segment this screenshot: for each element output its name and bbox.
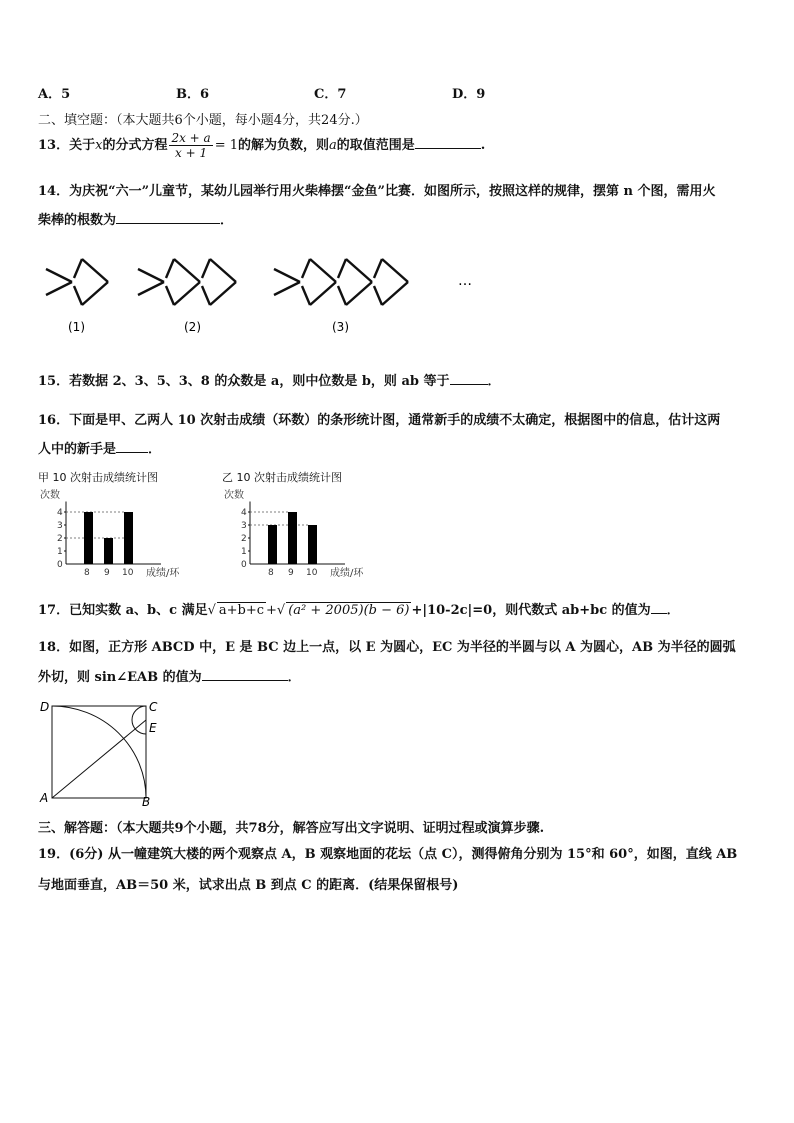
y-tick-label: 0 bbox=[241, 560, 247, 570]
q13-frac-den: x + 1 bbox=[175, 146, 208, 160]
question-14-line2 bbox=[38, 209, 233, 228]
q13-prefix: 13．关于 bbox=[38, 138, 96, 153]
x-axis-label: 成绩/环 bbox=[146, 568, 180, 579]
q13-answer-blank[interactable] bbox=[415, 136, 481, 149]
bar-8 bbox=[268, 525, 277, 564]
q18-answer-blank[interactable] bbox=[202, 668, 288, 681]
label-e: E bbox=[149, 721, 157, 735]
q15-answer-blank[interactable] bbox=[450, 372, 488, 385]
q17-prefix: 17．已知实数 a、b、c 满足 bbox=[38, 603, 208, 618]
q13-var-a: a bbox=[329, 138, 337, 153]
question-14-line1: 14．为庆祝“六一”儿童节，某幼儿园举行用火柴棒摆“金鱼”比赛．如图所示，按照这样的规律，摆第 n 个图，需用火 bbox=[38, 184, 716, 199]
x-tick-label: 10 bbox=[122, 568, 134, 578]
q15-end: ． bbox=[487, 374, 501, 389]
y-axis-label: 次数 bbox=[40, 490, 60, 501]
q13-end: . bbox=[480, 138, 486, 153]
y-tick-label: 4 bbox=[241, 508, 247, 518]
bar-9 bbox=[104, 538, 113, 564]
question-18-line1: 18．如图，正方形 ABCD 中，E 是 BC 边上一点，以 E 为圆心，EC 为半径的半圆与以 A 为圆心，AB 为半径的圆弧 bbox=[38, 640, 736, 655]
q14-line2-end: ． bbox=[220, 213, 234, 228]
q13-var-x: x bbox=[95, 138, 103, 153]
y-tick-label: 2 bbox=[57, 534, 63, 544]
q16-line2-prefix: 人中的新手是 bbox=[38, 442, 117, 457]
fish-figure-2 bbox=[138, 259, 236, 305]
label-c: C bbox=[149, 700, 158, 714]
q13-eq: = 1 bbox=[214, 138, 238, 153]
label-b: B bbox=[142, 795, 151, 808]
y-tick-label: 1 bbox=[57, 547, 63, 557]
fig-ellipsis: … bbox=[458, 273, 472, 289]
question-19-line1: 19．(6分) 从一幢建筑大楼的两个观察点 A，B 观察地面的花坛（点 C），测得俯角分别为 15°和 60°，如图，直线 AB bbox=[38, 847, 738, 862]
y-tick-label: 3 bbox=[57, 521, 63, 531]
option-b: B．6 bbox=[176, 87, 210, 102]
q16-line2-end: ． bbox=[148, 442, 162, 457]
question-17: 17．已知实数 a、b、c 满足√ a+b+c +√ (a² + 2005)(b − 6) +|10-2c|=0，则代数式 ab+bc 的值为 ． bbox=[38, 603, 680, 618]
segment-ae bbox=[52, 720, 146, 798]
section-2-heading: 二、填空题：（本大题共6个小题，每小题4分，共24分.） bbox=[38, 113, 368, 128]
option-a: A．5 bbox=[38, 87, 71, 102]
q18-line2-prefix: 外切，则 sin∠EAB 的值为 bbox=[38, 670, 202, 685]
q15-text: 15．若数据 2、3、5、3、8 的众数是 a，则中位数是 b，则 ab 等于 bbox=[38, 374, 450, 389]
y-tick-label: 2 bbox=[241, 534, 247, 544]
fish-figure-3 bbox=[274, 259, 408, 305]
q17-end: ． bbox=[666, 603, 680, 618]
fig-label-1: (1) bbox=[68, 320, 85, 334]
bar-10 bbox=[124, 512, 133, 564]
y-tick-label: 0 bbox=[57, 560, 63, 570]
x-tick-label: 9 bbox=[288, 568, 294, 578]
y-tick-label: 4 bbox=[57, 508, 63, 518]
q17-plus: + bbox=[266, 603, 277, 618]
y-axis-label: 次数 bbox=[224, 490, 244, 501]
q13-mid2: 的解为负数，则 bbox=[238, 138, 330, 153]
q14-line2-prefix: 柴棒的根数为 bbox=[38, 213, 117, 228]
x-axis-label: 成绩/环 bbox=[330, 568, 364, 579]
q17-abs: +|10-2c|=0，则代数式 ab+bc 的值为 bbox=[411, 603, 651, 618]
x-tick-label: 9 bbox=[104, 568, 110, 578]
question-13 bbox=[38, 131, 485, 160]
question-15 bbox=[38, 370, 501, 389]
q13-frac-num: 2x + a bbox=[171, 131, 211, 145]
chart-jia-title: 甲 10 次射击成绩统计图 bbox=[38, 471, 158, 484]
chart-yi bbox=[222, 486, 402, 582]
matchstick-fish-figures bbox=[38, 252, 498, 342]
question-16-line2 bbox=[38, 438, 161, 457]
q16-answer-blank[interactable] bbox=[116, 440, 148, 453]
x-tick-label: 10 bbox=[306, 568, 318, 578]
y-tick-label: 3 bbox=[241, 521, 247, 531]
question-19-line2: 与地面垂直，AB＝50 米，试求出点 B 到点 C 的距离．(结果保留根号) bbox=[38, 878, 459, 893]
label-d: D bbox=[40, 700, 50, 714]
option-d: D．9 bbox=[452, 87, 486, 102]
q13-mid: 的分式方程 bbox=[102, 138, 168, 153]
q17-sqrt2: (a² + 2005)(b − 6) bbox=[288, 603, 410, 618]
section-3-heading: 三、解答题：（本大题共9个小题，共78分，解答应写出文字说明、证明过程或演算步骤. bbox=[38, 821, 545, 836]
question-18-line2 bbox=[38, 666, 301, 685]
x-tick-label: 8 bbox=[84, 568, 90, 578]
option-c: C．7 bbox=[314, 87, 347, 102]
q13-suffix: 的取值范围是 bbox=[336, 138, 415, 153]
fig-label-2: (2) bbox=[184, 320, 201, 334]
fig-label-3: (3) bbox=[332, 320, 349, 334]
q17-answer-blank[interactable] bbox=[651, 601, 667, 614]
q17-sqrt1: a+b+c bbox=[218, 603, 265, 618]
label-a: A bbox=[40, 791, 49, 805]
question-16-line1: 16．下面是甲、乙两人 10 次射击成绩（环数）的条形统计图，通常新手的成绩不太确定，根据图中的信息，估计这两 bbox=[38, 413, 721, 428]
fish-figure-1 bbox=[46, 259, 108, 305]
q14-answer-blank[interactable] bbox=[116, 211, 220, 224]
bar-8 bbox=[84, 512, 93, 564]
bar-10 bbox=[308, 525, 317, 564]
chart-yi-title: 乙 10 次射击成绩统计图 bbox=[222, 471, 342, 484]
chart-jia bbox=[38, 486, 218, 582]
y-tick-label: 1 bbox=[241, 547, 247, 557]
q13-fraction bbox=[169, 131, 212, 160]
square-abcd-figure bbox=[38, 698, 168, 808]
x-tick-label: 8 bbox=[268, 568, 274, 578]
bar-9 bbox=[288, 512, 297, 564]
q18-line2-end: ． bbox=[287, 670, 301, 685]
